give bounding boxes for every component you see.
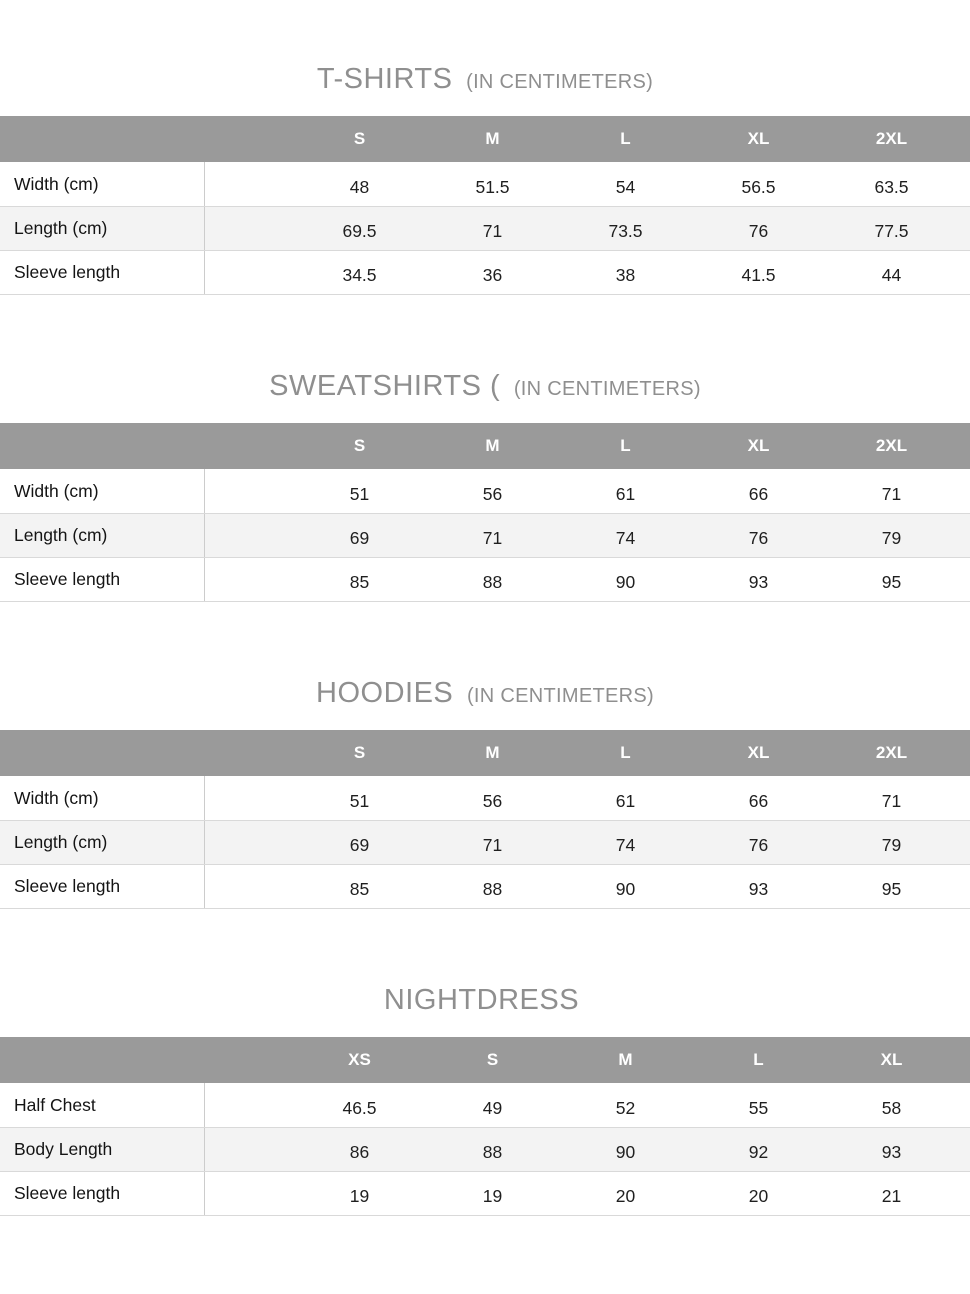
- spacer: [958, 1128, 970, 1171]
- spacer: [205, 1037, 293, 1083]
- cell-value: 71: [881, 483, 902, 504]
- size-col-header: L: [620, 129, 631, 148]
- spacer: [205, 251, 293, 294]
- cell-value: 74: [615, 528, 636, 548]
- size-col-header: L: [753, 1050, 764, 1069]
- cell-value: 85: [349, 879, 370, 899]
- spacer: [205, 1083, 293, 1127]
- cell-value: 79: [881, 835, 902, 855]
- table-row: [0, 513, 970, 557]
- size-col-header: M: [485, 129, 500, 148]
- spacer: [958, 251, 970, 294]
- table-title: [0, 62, 970, 96]
- cell-value: 52: [615, 1097, 636, 1118]
- table-header-row: [0, 423, 970, 469]
- row-label: Length (cm): [0, 207, 205, 250]
- table-row: [0, 206, 970, 250]
- spacer: [958, 514, 970, 557]
- spacer: [958, 776, 970, 820]
- size-col-header: XL: [747, 129, 770, 148]
- cell-value: 90: [615, 1142, 636, 1162]
- size-col-header: S: [486, 1050, 499, 1069]
- header-label-spacer: [0, 1037, 205, 1083]
- cell-value: 46.5: [342, 1097, 377, 1118]
- spacer: [958, 162, 970, 206]
- row-label: Body Length: [0, 1128, 205, 1171]
- size-col-header: S: [353, 129, 366, 148]
- cell-value: 36: [482, 265, 503, 285]
- table-title-main: SWEATSHIRTS (: [269, 370, 501, 402]
- spacer: [958, 469, 970, 513]
- row-label: Width (cm): [0, 469, 205, 513]
- cell-value: 48: [349, 176, 370, 197]
- cell-value: 93: [748, 572, 769, 592]
- cell-value: 49: [482, 1097, 503, 1118]
- row-label: Sleeve length: [0, 558, 205, 601]
- spacer: [205, 514, 293, 557]
- cell-value: 56.5: [741, 176, 776, 197]
- row-label: Length (cm): [0, 821, 205, 864]
- cell-value: 19: [349, 1186, 370, 1206]
- spacer: [958, 821, 970, 864]
- cell-value: 95: [881, 879, 902, 899]
- spacer: [958, 1172, 970, 1215]
- header-label-spacer: [0, 116, 205, 162]
- size-col-header: M: [485, 436, 500, 455]
- size-col-header: 2XL: [875, 129, 908, 148]
- size-table-nightdress: [0, 983, 970, 1216]
- row-label: Sleeve length: [0, 865, 205, 908]
- cell-value: 85: [349, 572, 370, 592]
- table-title: [0, 983, 970, 1017]
- cell-value: 61: [615, 483, 636, 504]
- table-row: [0, 557, 970, 601]
- spacer: [205, 116, 293, 162]
- cell-value: 69: [349, 835, 370, 855]
- spacer: [205, 423, 293, 469]
- table-title-sub: (IN CENTIMETERS): [466, 71, 654, 93]
- cell-value: 38: [615, 265, 636, 285]
- cell-value: 71: [482, 528, 503, 548]
- table-row: [0, 1171, 970, 1215]
- spacer: [958, 207, 970, 250]
- size-col-header: XS: [348, 1050, 371, 1069]
- spacer: [205, 162, 293, 206]
- table-body: [0, 469, 970, 602]
- cell-value: 20: [615, 1186, 636, 1206]
- cell-value: 44: [881, 265, 902, 285]
- table-row: [0, 776, 970, 820]
- cell-value: 20: [748, 1186, 769, 1206]
- size-col-header: 2XL: [875, 743, 908, 762]
- table-row: [0, 820, 970, 864]
- size-table-hoodies: [0, 676, 970, 909]
- table-title: [0, 369, 970, 403]
- table-header-row: [0, 1037, 970, 1083]
- cell-value: 63.5: [874, 176, 909, 197]
- size-col-header: XL: [747, 743, 770, 762]
- spacer: [205, 776, 293, 820]
- spacer: [958, 730, 970, 776]
- spacer: [205, 207, 293, 250]
- cell-value: 66: [748, 790, 769, 811]
- cell-value: 56: [482, 483, 503, 504]
- cell-value: 61: [615, 790, 636, 811]
- cell-value: 69: [349, 528, 370, 548]
- row-label: Sleeve length: [0, 251, 205, 294]
- spacer: [205, 821, 293, 864]
- cell-value: 51: [349, 790, 370, 811]
- table-title: [0, 676, 970, 710]
- table-title-sub: (IN CENTIMETERS): [466, 685, 654, 707]
- table-body: [0, 776, 970, 909]
- spacer: [958, 1037, 970, 1083]
- cell-value: 56: [482, 790, 503, 811]
- spacer: [958, 865, 970, 908]
- cell-value: 76: [748, 528, 769, 548]
- cell-value: 76: [748, 835, 769, 855]
- cell-value: 88: [482, 572, 503, 592]
- cell-value: 51.5: [475, 176, 510, 197]
- cell-value: 58: [881, 1097, 902, 1118]
- spacer: [958, 116, 970, 162]
- row-label: Width (cm): [0, 162, 205, 206]
- size-col-header: M: [618, 1050, 633, 1069]
- cell-value: 21: [881, 1186, 902, 1206]
- table-title-sub: (IN CENTIMETERS): [513, 378, 701, 400]
- cell-value: 51: [349, 483, 370, 504]
- table-title-main: HOODIES: [316, 677, 454, 709]
- cell-value: 76: [748, 221, 769, 241]
- spacer: [205, 1128, 293, 1171]
- cell-value: 69.5: [342, 221, 377, 241]
- row-label: Sleeve length: [0, 1172, 205, 1215]
- cell-value: 90: [615, 879, 636, 899]
- cell-value: 92: [748, 1142, 769, 1162]
- size-col-header: XL: [880, 1050, 903, 1069]
- table-body: [0, 1083, 970, 1216]
- table-header-row: [0, 730, 970, 776]
- size-col-header: S: [353, 743, 366, 762]
- spacer: [205, 469, 293, 513]
- table-body: [0, 162, 970, 295]
- spacer: [958, 558, 970, 601]
- size-table-sweatshirts: [0, 369, 970, 602]
- size-col-header: XL: [747, 436, 770, 455]
- cell-value: 74: [615, 835, 636, 855]
- size-col-header: S: [353, 436, 366, 455]
- cell-value: 71: [482, 835, 503, 855]
- cell-value: 79: [881, 528, 902, 548]
- cell-value: 86: [349, 1142, 370, 1162]
- table-header-row: [0, 116, 970, 162]
- cell-value: 93: [881, 1142, 902, 1162]
- size-col-header: L: [620, 743, 631, 762]
- header-label-spacer: [0, 423, 205, 469]
- table-row: [0, 250, 970, 294]
- table-row: [0, 469, 970, 513]
- cell-value: 93: [748, 879, 769, 899]
- cell-value: 95: [881, 572, 902, 592]
- cell-value: 41.5: [741, 265, 776, 285]
- table-row: [0, 1127, 970, 1171]
- cell-value: 73.5: [608, 221, 643, 241]
- spacer: [958, 1083, 970, 1127]
- header-label-spacer: [0, 730, 205, 776]
- table-row: [0, 1083, 970, 1127]
- table-title-main: T-SHIRTS: [316, 63, 453, 95]
- table-row: [0, 864, 970, 908]
- cell-value: 55: [748, 1097, 769, 1118]
- spacer: [205, 1172, 293, 1215]
- size-table-tshirts: [0, 62, 970, 295]
- spacer: [205, 558, 293, 601]
- cell-value: 88: [482, 879, 503, 899]
- cell-value: 66: [748, 483, 769, 504]
- table-row: [0, 162, 970, 206]
- size-col-header: L: [620, 436, 631, 455]
- size-col-header: M: [485, 743, 500, 762]
- cell-value: 77.5: [874, 221, 909, 241]
- cell-value: 19: [482, 1186, 503, 1206]
- spacer: [205, 730, 293, 776]
- row-label: Width (cm): [0, 776, 205, 820]
- spacer: [958, 423, 970, 469]
- cell-value: 54: [615, 176, 636, 197]
- row-label: Half Chest: [0, 1083, 205, 1127]
- spacer: [205, 865, 293, 908]
- cell-value: 88: [482, 1142, 503, 1162]
- table-title-main: NIGHTDRESS: [383, 984, 580, 1016]
- cell-value: 34.5: [342, 265, 377, 285]
- row-label: Length (cm): [0, 514, 205, 557]
- cell-value: 71: [881, 790, 902, 811]
- cell-value: 90: [615, 572, 636, 592]
- size-col-header: 2XL: [875, 436, 908, 455]
- cell-value: 71: [482, 221, 503, 241]
